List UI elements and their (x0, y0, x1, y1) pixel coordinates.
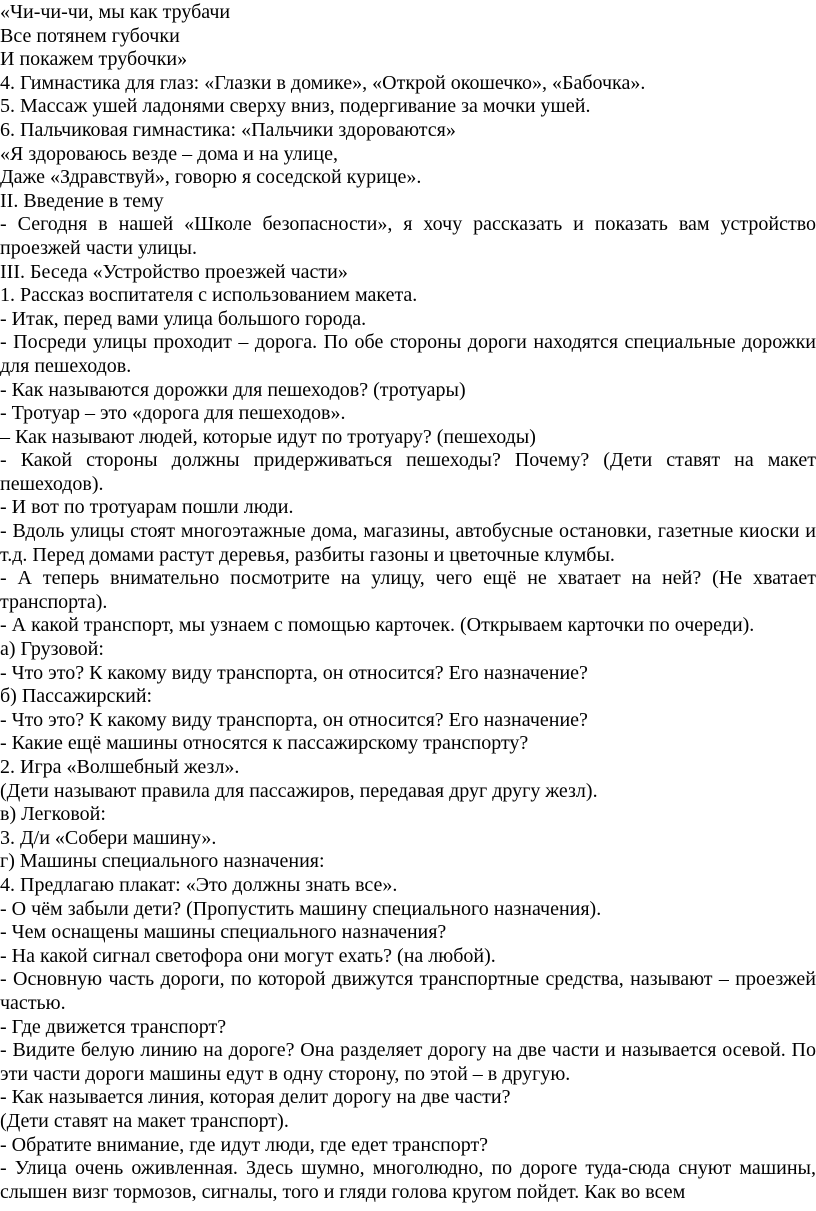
paragraph: - Вдоль улицы стоят многоэтажные дома, магазины, автобусные остановки, газетные киоски и т.д. Перед домами растут деревья, разбиты газоны и цветочные клумбы. (0, 520, 816, 566)
text-line: «Чи-чи-чи, мы как трубачи (0, 1, 231, 23)
paragraph: - Посреди улицы проходит – дорога. По обе стороны дороги находятся специальные дорожки для пешеходов. (0, 331, 816, 377)
text-line: - И вот по тротуарам пошли люди. (0, 496, 294, 519)
paragraph: - Основную часть дороги, по которой движутся транспортные средства, называют – проезжей частью. (0, 968, 816, 1014)
list-item-label: б) Пассажирский: (0, 685, 153, 708)
text-line: - Где движется транспорт? (0, 1015, 227, 1038)
text-line: И покажем трубочки» (0, 48, 188, 71)
text-line: (Дети ставят на макет транспорт). (0, 1109, 289, 1132)
text-line: 2. Игра «Волшебный жезл». (0, 756, 240, 778)
section-heading: III. Беседа «Устройство проезжей части» (0, 260, 348, 283)
text-line: 3. Д/и «Собери машину». (0, 826, 217, 849)
text-line: 4. Гимнастика для глаз: «Глазки в домике», «Открой окошечко», «Бабочка». (0, 71, 646, 94)
text-line: - Как называется линия, которая делит дорогу на две части? (0, 1086, 511, 1109)
text-line: Все потянем губочки (0, 24, 180, 47)
text-line: - Тротуар – это «дорога для пешеходов». (0, 402, 346, 425)
text-line: (Дети называют правила для пассажиров, передавая друг другу жезл). (0, 779, 598, 802)
text-line: 1. Рассказ воспитателя с использованием макета. (0, 284, 418, 307)
text-line: «Я здороваюсь везде – дома и на улице, (0, 142, 338, 165)
list-item-label: а) Грузовой: (0, 638, 104, 661)
list-item-label: г) Машины специального назначения: (0, 850, 325, 873)
paragraph: - Видите белую линию на дороге? Она разделяет дорогу на две части и называется осевой. По эти части дороги машины едут в одну сторону, по этой – в другую. (0, 1039, 816, 1085)
text-line: - Чем оснащены машины специального назначения? (0, 921, 447, 944)
text-line: 4. Предлагаю плакат: «Это должны знать все». (0, 873, 398, 896)
paragraph: - Какой стороны должны придерживаться пешеходы? Почему? (Дети ставят на макет пешеходов). (0, 449, 816, 495)
text-line: - А какой транспорт, мы узнаем с помощью карточек. (Открываем карточки по очереди). (0, 614, 755, 637)
paragraph: - А теперь внимательно посмотрите на улицу, чего ещё не хватает на ней? (Не хватает транспорта). (0, 567, 816, 613)
text-line: - Что это? К какому виду транспорта, он относится? Его назначение? (0, 661, 588, 684)
text-line: - Как называются дорожки для пешеходов? (тротуары) (0, 378, 466, 401)
text-line: - Итак, перед вами улица большого города. (0, 307, 367, 330)
text-line: Даже «Здравствуй», говорю я соседской курице». (0, 166, 422, 189)
list-item-label: в) Легковой: (0, 803, 106, 826)
text-line: – Как называют людей, которые идут по тротуару? (пешеходы) (0, 425, 536, 448)
text-line: - Что это? К какому виду транспорта, он относится? Его назначение? (0, 708, 588, 731)
text-line: 5. Массаж ушей ладонями сверху вниз, подергивание за мочки ушей. (0, 95, 591, 118)
paragraph: - Улица очень оживленная. Здесь шумно, многолюдно, по дороге туда-сюда снуют машины, слышен визг тормозов, сигналы, того и гляди голова кругом пойдет. Как во всем (0, 1157, 816, 1203)
text-line: 6. Пальчиковая гимнастика: «Пальчики здороваются» (0, 118, 456, 141)
text-line: - Какие ещё машины относятся к пассажирскому транспорту? (0, 732, 529, 755)
section-heading: II. Введение в тему (0, 189, 164, 212)
paragraph: - Сегодня в нашей «Школе безопасности», я хочу рассказать и показать вам устройство проезжей части улицы. (0, 213, 816, 259)
text-line: - Обратите внимание, где идут люди, где едет транспорт? (0, 1133, 489, 1156)
text-line: - На какой сигнал светофора они могут ехать? (на любой). (0, 944, 496, 967)
text-line: - О чём забыли дети? (Пропустить машину специального назначения). (0, 897, 602, 920)
